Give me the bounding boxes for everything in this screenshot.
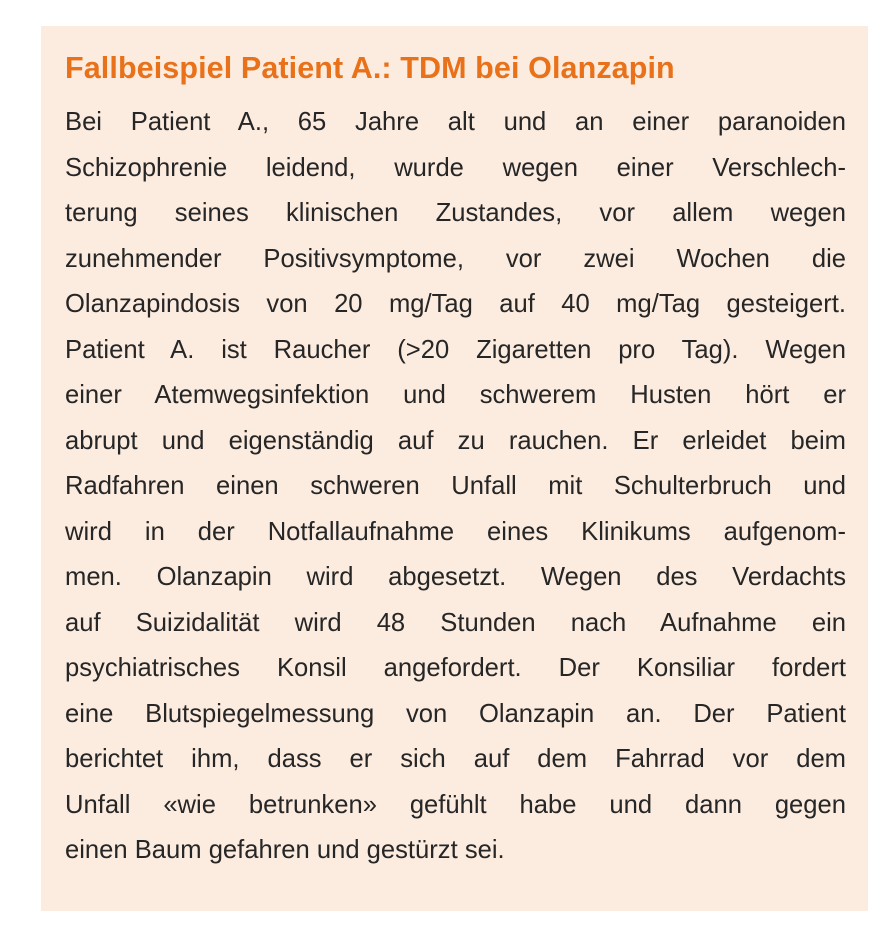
text-line: auf Suizidalität wird 48 Stunden nach Aufnahme ein <box>65 608 846 637</box>
text-line: Patient A. ist Raucher (>20 Zigaretten pro Tag). Wegen <box>65 335 846 364</box>
text-line: terung seines klinischen Zustandes, vor allem wegen <box>65 199 846 227</box>
text-line: einen Baum gefahren und gestürzt sei. <box>65 836 505 864</box>
text-line: zunehmender Positivsymptome, vor zwei Wochen die <box>65 244 846 273</box>
text-line: Radfahren einen schweren Unfall mit Schulterbruch und <box>65 472 846 500</box>
text-line: Bei Patient A., 65 Jahre alt und an einer paranoiden <box>65 108 846 136</box>
text-line: men. Olanzapin wird abgesetzt. Wegen des Verdachts <box>65 563 846 591</box>
text-line: einer Atemwegsinfektion und schwerem Husten hört er <box>65 381 846 409</box>
text-line: Unfall «wie betrunken» gefühlt habe und dann gegen <box>65 790 846 819</box>
text-line: wird in der Notfallaufnahme eines Klinikums aufgenom- <box>65 517 846 546</box>
case-study-title: Fallbeispiel Patient A.: TDM bei Olanzapin <box>65 51 675 85</box>
text-line: eine Blutspiegelmessung von Olanzapin an. Der Patient <box>65 699 846 728</box>
text-line: psychiatrisches Konsil angefordert. Der Konsiliar fordert <box>65 654 846 682</box>
text-line: berichtet ihm, dass er sich auf dem Fahrrad vor dem <box>65 745 846 773</box>
text-line: Schizophrenie leidend, wurde wegen einer Verschlech- <box>65 153 846 182</box>
case-study-box <box>41 26 868 911</box>
case-study-text <box>65 100 846 874</box>
text-line: abrupt und eigenständig auf zu rauchen. Er erleidet beim <box>65 426 846 455</box>
text-line: Olanzapindosis von 20 mg/Tag auf 40 mg/Tag gesteigert. <box>65 290 846 318</box>
